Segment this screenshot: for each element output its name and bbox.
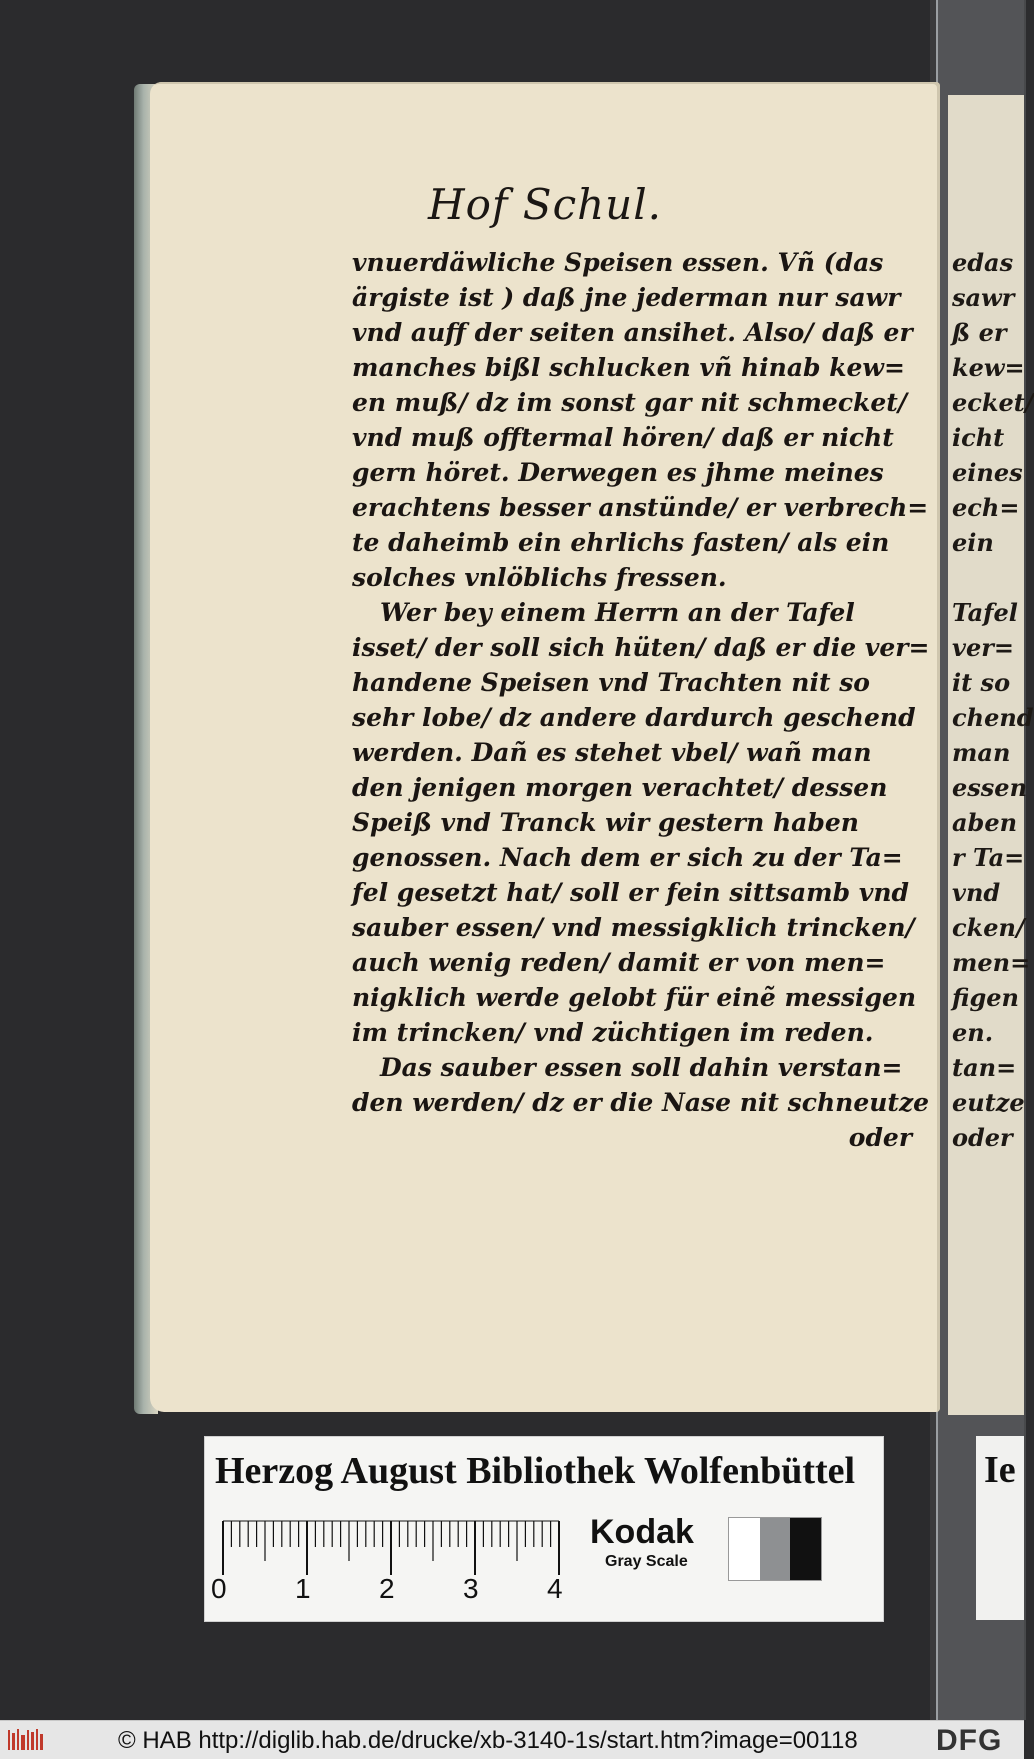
dfg-logo: DFG bbox=[936, 1724, 1003, 1757]
facing-text-line: figen bbox=[952, 983, 1019, 1012]
text-line: den jenigen morgen verachtet/ dessen bbox=[352, 773, 888, 802]
facing-text-line: kew= bbox=[952, 353, 1025, 382]
hab-barcode-logo-icon bbox=[6, 1727, 46, 1753]
facing-text-line: r Ta= bbox=[952, 843, 1025, 872]
footer-bar bbox=[0, 1720, 1024, 1759]
text-line: werden. Dañ es stehet vbel/ wañ man bbox=[352, 738, 872, 767]
gray-swatches bbox=[728, 1517, 822, 1581]
ruler-number: 1 bbox=[295, 1573, 311, 1604]
calibration-card-right-title: Ie bbox=[984, 1449, 1016, 1491]
facing-text-line: it so bbox=[952, 668, 1011, 697]
facing-text-line: icht bbox=[952, 423, 1005, 452]
calibration-card bbox=[204, 1436, 884, 1622]
text-line: vnd auff der seiten ansihet. Also/ daß er bbox=[352, 318, 913, 347]
page-text-block bbox=[352, 245, 930, 1155]
facing-text-line: en. bbox=[952, 1018, 994, 1047]
facing-text-line: ecket/ bbox=[952, 388, 1034, 417]
facing-text-line: sawr bbox=[952, 283, 1015, 312]
kodak-logo: Kodak bbox=[590, 1513, 694, 1551]
facing-text-line: ein bbox=[952, 528, 994, 557]
text-line: vnd muß offtermal hören/ daß er nicht bbox=[352, 423, 894, 452]
gray-swatch bbox=[790, 1518, 821, 1580]
text-line: sauber essen/ vnd messigklich trincken/ bbox=[352, 913, 915, 942]
text-line: nigklich werde gelobt für einẽ messigen bbox=[352, 983, 917, 1012]
facing-text-line: man bbox=[952, 738, 1011, 767]
text-line: manches bißl schlucken vñ hinab kew= bbox=[352, 353, 905, 382]
ruler-number: 4 bbox=[547, 1573, 563, 1604]
gray-swatch bbox=[760, 1518, 791, 1580]
text-line: auch wenig reden/ damit er von men= bbox=[352, 948, 886, 977]
text-line: isset/ der soll sich hüten/ daß er die ver= bbox=[352, 633, 930, 662]
calibration-card-right bbox=[976, 1436, 1024, 1620]
text-line: solches vnlöblichs fressen. bbox=[352, 563, 727, 592]
ruler-number: 0 bbox=[211, 1573, 227, 1604]
facing-text-line: ech= bbox=[952, 493, 1020, 522]
ruler-number: 3 bbox=[463, 1573, 479, 1604]
text-line: ärgiste ist ) daß jne jederman nur sawr bbox=[352, 283, 901, 312]
text-line: handene Speisen vnd Trachten nit so bbox=[352, 668, 870, 697]
facing-text-line: ver= bbox=[952, 633, 1014, 662]
facing-text-line: edas bbox=[952, 248, 1014, 277]
text-line: te daheimb ein ehrlichs fasten/ als ein bbox=[352, 528, 890, 557]
text-line: Speiß vnd Tranck wir gestern haben bbox=[352, 808, 859, 837]
facing-text-line: ß er bbox=[952, 318, 1007, 347]
facing-text-line bbox=[952, 560, 1024, 595]
facing-text-line: Tafel bbox=[952, 598, 1018, 627]
text-line: en muß/ dz im sonst gar nit schmecket/ bbox=[352, 388, 907, 417]
text-line: erachtens besser anstünde/ er verbrech= bbox=[352, 493, 929, 522]
gray-swatch bbox=[729, 1518, 760, 1580]
running-header: Hof Schul. bbox=[428, 180, 662, 229]
facing-text-line: eines bbox=[952, 458, 1023, 487]
library-name: Herzog August Bibliothek Wolfenbüttel bbox=[215, 1450, 856, 1492]
gray-scale-label: Gray Scale bbox=[605, 1553, 688, 1570]
text-line: Wer bey einem Herrn an der Tafel bbox=[380, 598, 855, 627]
text-line: vnuerdäwliche Speisen essen. Vñ (das bbox=[352, 248, 884, 277]
text-line: fel gesetzt hat/ soll er fein sittsamb vnd bbox=[352, 878, 910, 907]
text-line: gern höret. Derwegen es jhme meines bbox=[352, 458, 884, 487]
facing-text-line: eutze bbox=[952, 1088, 1025, 1117]
facing-text-line: men= bbox=[952, 948, 1031, 977]
facing-text-line: tan= bbox=[952, 1053, 1017, 1082]
facing-text-line: cken/ bbox=[952, 913, 1025, 942]
text-line: genossen. Nach dem er sich zu der Ta= bbox=[352, 843, 903, 872]
ruler-numbers bbox=[211, 1573, 571, 1607]
catchword: oder bbox=[848, 1123, 912, 1152]
facing-text-line: vnd bbox=[952, 878, 1001, 907]
facing-text-line: chend bbox=[952, 703, 1034, 732]
ruler-icon bbox=[219, 1517, 569, 1577]
text-line: Das sauber essen soll dahin verstan= bbox=[380, 1053, 903, 1082]
copyright-link[interactable]: © HAB http://diglib.hab.de/drucke/xb-3140-1s/start.htm?image=00118 bbox=[118, 1727, 858, 1754]
text-line: den werden/ dz er die Nase nit schneutze bbox=[352, 1088, 930, 1117]
text-line: im trincken/ vnd züchtigen im reden. bbox=[352, 1018, 874, 1047]
ruler-number: 2 bbox=[379, 1573, 395, 1604]
facing-text-line: oder bbox=[952, 1123, 1013, 1152]
text-line: sehr lobe/ dz andere dardurch geschend bbox=[352, 703, 916, 732]
facing-text-line: aben bbox=[952, 808, 1018, 837]
facing-page-text bbox=[952, 245, 1034, 1155]
facing-text-line: essen bbox=[952, 773, 1028, 802]
